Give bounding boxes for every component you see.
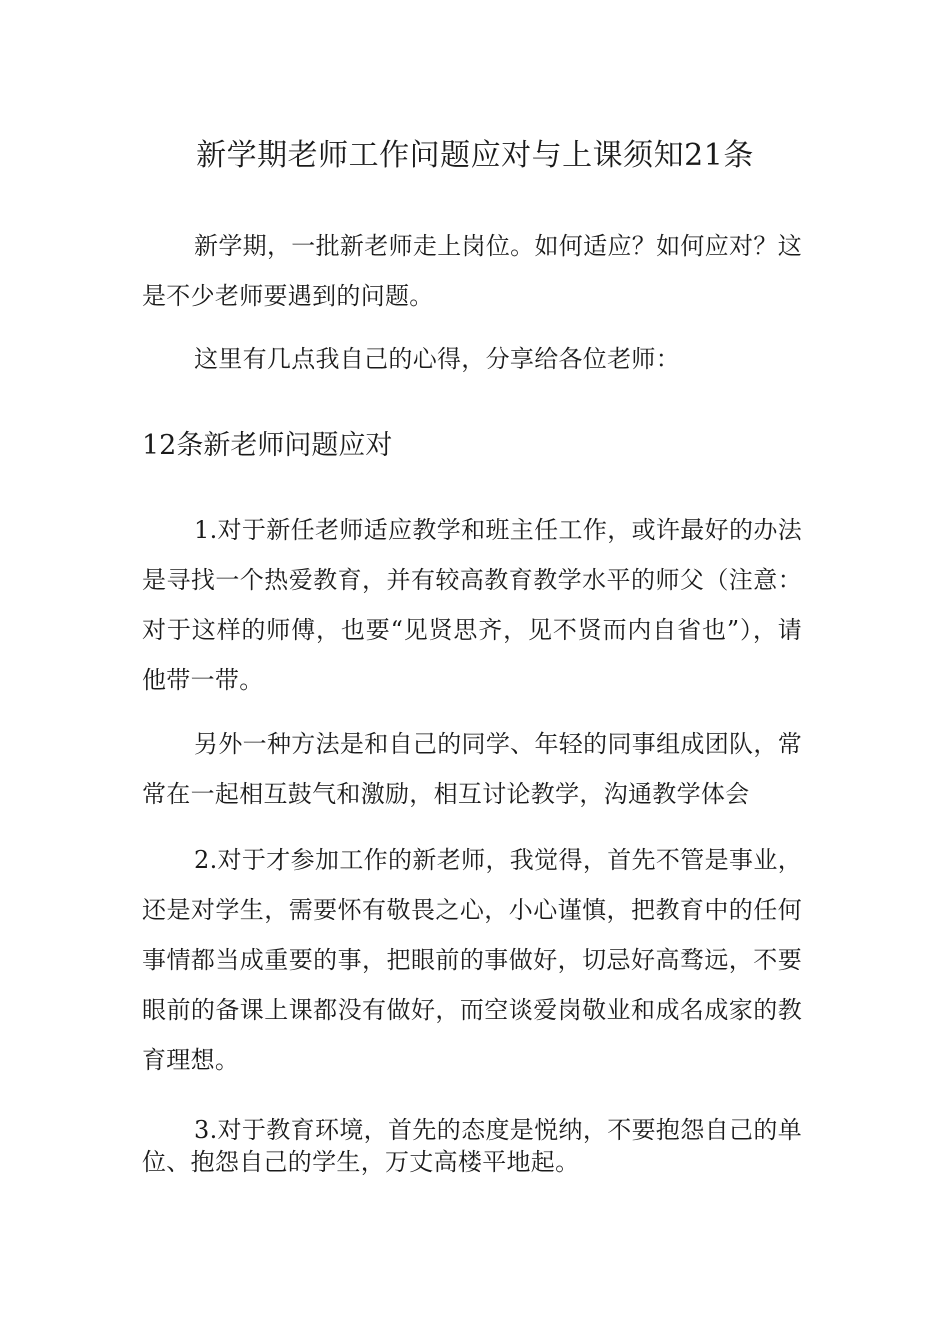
item-2-paragraph: 2.对于才参加工作的新老师，我觉得，首先不管是事业，还是对学生，需要怀有敬畏之心，小心谨慎，把教育中的任何事情都当成重要的事，把眼前的事做好，切忌好高骛远，不要眼前的备课上课都没有做好，而空谈爱岗敬业和成名成家的教育理想。: [142, 846, 802, 1074]
section-heading: 12条新老师问题应对: [142, 430, 393, 461]
item-3-paragraph: 3.对于教育环境，首先的态度是悦纳，不要抱怨自己的单位、抱怨自己的学生，万丈高楼平地起。: [142, 1116, 802, 1176]
intro-paragraph: 新学期，一批新老师走上岗位。如何适应？如何应对？这是不少老师要遇到的问题。: [142, 232, 802, 310]
item-1-extra-paragraph: 另外一种方法是和自己的同学、年轻的同事组成团队，常常在一起相互鼓气和激励，相互讨论教学，沟通教学体会: [142, 730, 802, 808]
intro-paragraph-2: 这里有几点我自己的心得，分享给各位老师：: [194, 345, 680, 373]
document-title: 新学期老师工作问题应对与上课须知21条: [196, 138, 754, 173]
item-1-paragraph: 1.对于新任老师适应教学和班主任工作，或许最好的办法是寻找一个热爱教育，并有较高教育教学水平的师父（注意：对于这样的师傅，也要“见贤思齐，见不贤而内自省也”），请他带一带。: [142, 516, 802, 694]
